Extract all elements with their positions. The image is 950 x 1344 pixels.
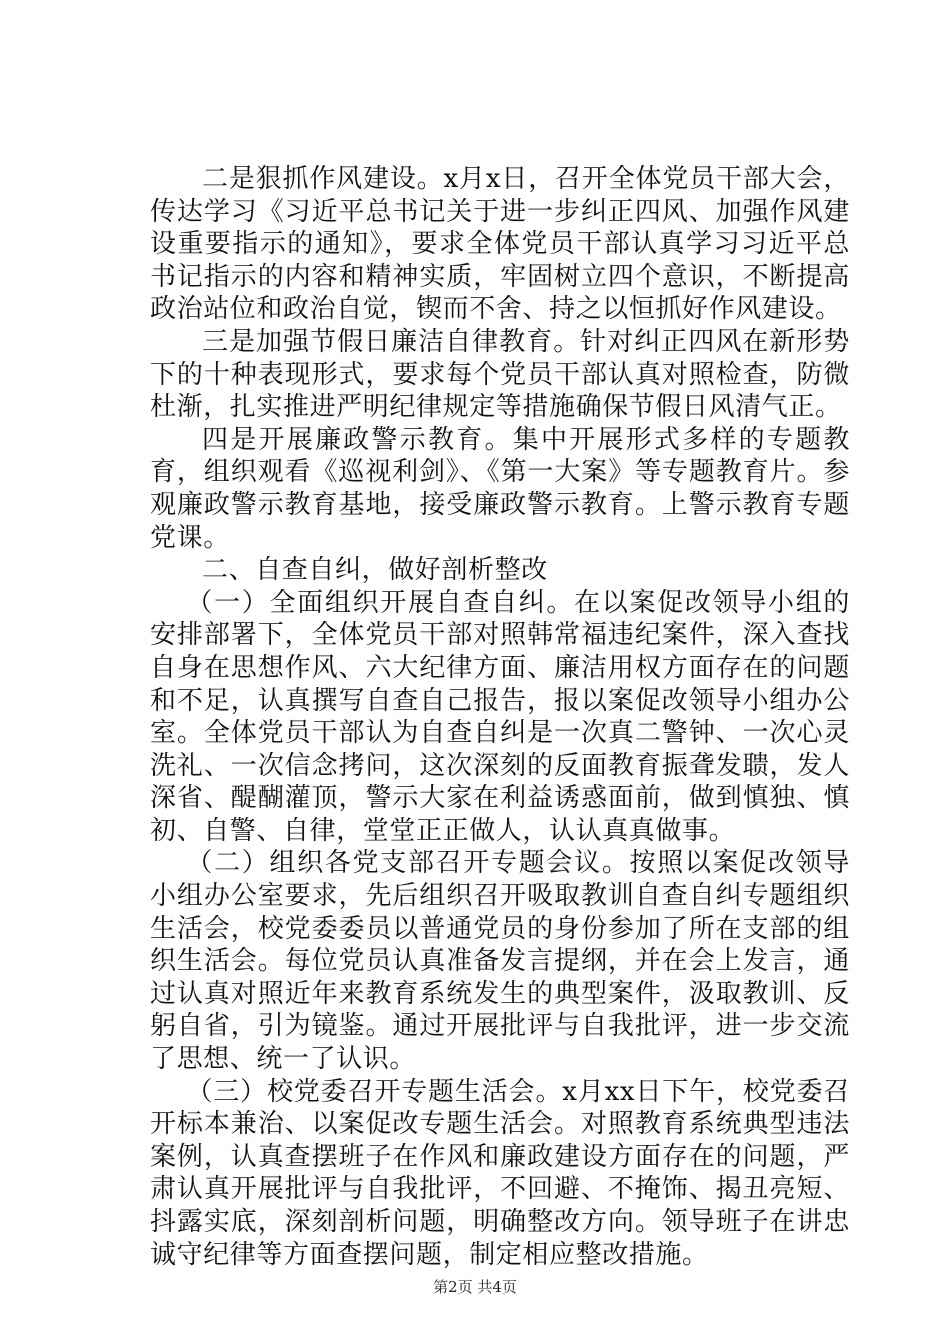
paragraph-committee-meeting: （三）校党委召开专题生活会。x月xx日下午，校党委召开标本兼治、以案促改专题生活会。对照教育系统典型违法案例，认真查摆班子在作风和廉政建设方面存在的问题，严肃认真开展批评与自我批评，不回避、不掩饰、揭丑亮短、抖露实底，深刻剖析问题，明确整改方向。领导班子在讲忠诚守纪律等方面查摆问题，制定相应整改措施。 xyxy=(150,1076,850,1270)
paragraph-self-inspection: （一）全面组织开展自查自纠。在以案促改领导小组的安排部署下，全体党员干部对照韩常福违纪案件，深入查找自身在思想作风、六大纪律方面、廉洁用权方面存在的问题和不足，认真撰写自查自己报告，报以案促改领导小组办公室。全体党员干部认为自查自纠是一次真二警钟、一次心灵洗礼、一次信念拷问，这次深刻的反面教育振聋发聩，发人深省、醍醐灌顶，警示大家在利益诱惑面前，做到慎独、慎初、自警、自律，堂堂正正做人，认认真真做事。 xyxy=(150,587,850,846)
section-heading-self-inspection: 二、自查自纠，做好剖析整改 xyxy=(202,555,548,586)
page-number-footer: 第2页 共4页 xyxy=(433,1278,517,1296)
paragraph-work-style: 二是狠抓作风建设。x月x日，召开全体党员干部大会，传达学习《习近平总书记关于进一步纠正四风、加强作风建设重要指示的通知》，要求全体党员干部认真学习习近平总书记指示的内容和精神实质，牢固树立四个意识，不断提高政治站位和政治自觉，锲而不舍、持之以恒抓好作风建设。 xyxy=(150,164,850,325)
document-body xyxy=(150,163,850,1271)
paragraph-branch-meetings: （二）组织各党支部召开专题会议。按照以案促改领导小组办公室要求，先后组织召开吸取教训自查自纠专题组织生活会，校党委委员以普通党员的身份参加了所在支部的组织生活会。每位党员认真准备发言提纲，并在会上发言，通过认真对照近年来教育系统发生的典型案件，汲取教训、反躬自省，引为镜鉴。通过开展批评与自我批评，进一步交流了思想、统一了认识。 xyxy=(150,848,850,1075)
paragraph-holiday-integrity: 三是加强节假日廉洁自律教育。针对纠正四风在新形势下的十种表现形式，要求每个党员干部认真对照检查，防微杜渐，扎实推进严明纪律规定等措施确保节假日风清气正。 xyxy=(150,326,850,423)
paragraph-warning-education: 四是开展廉政警示教育。集中开展形式多样的专题教育，组织观看《巡视利剑》、《第一大案》等专题教育片。参观廉政警示教育基地，接受廉政警示教育。上警示教育专题党课。 xyxy=(150,424,850,553)
